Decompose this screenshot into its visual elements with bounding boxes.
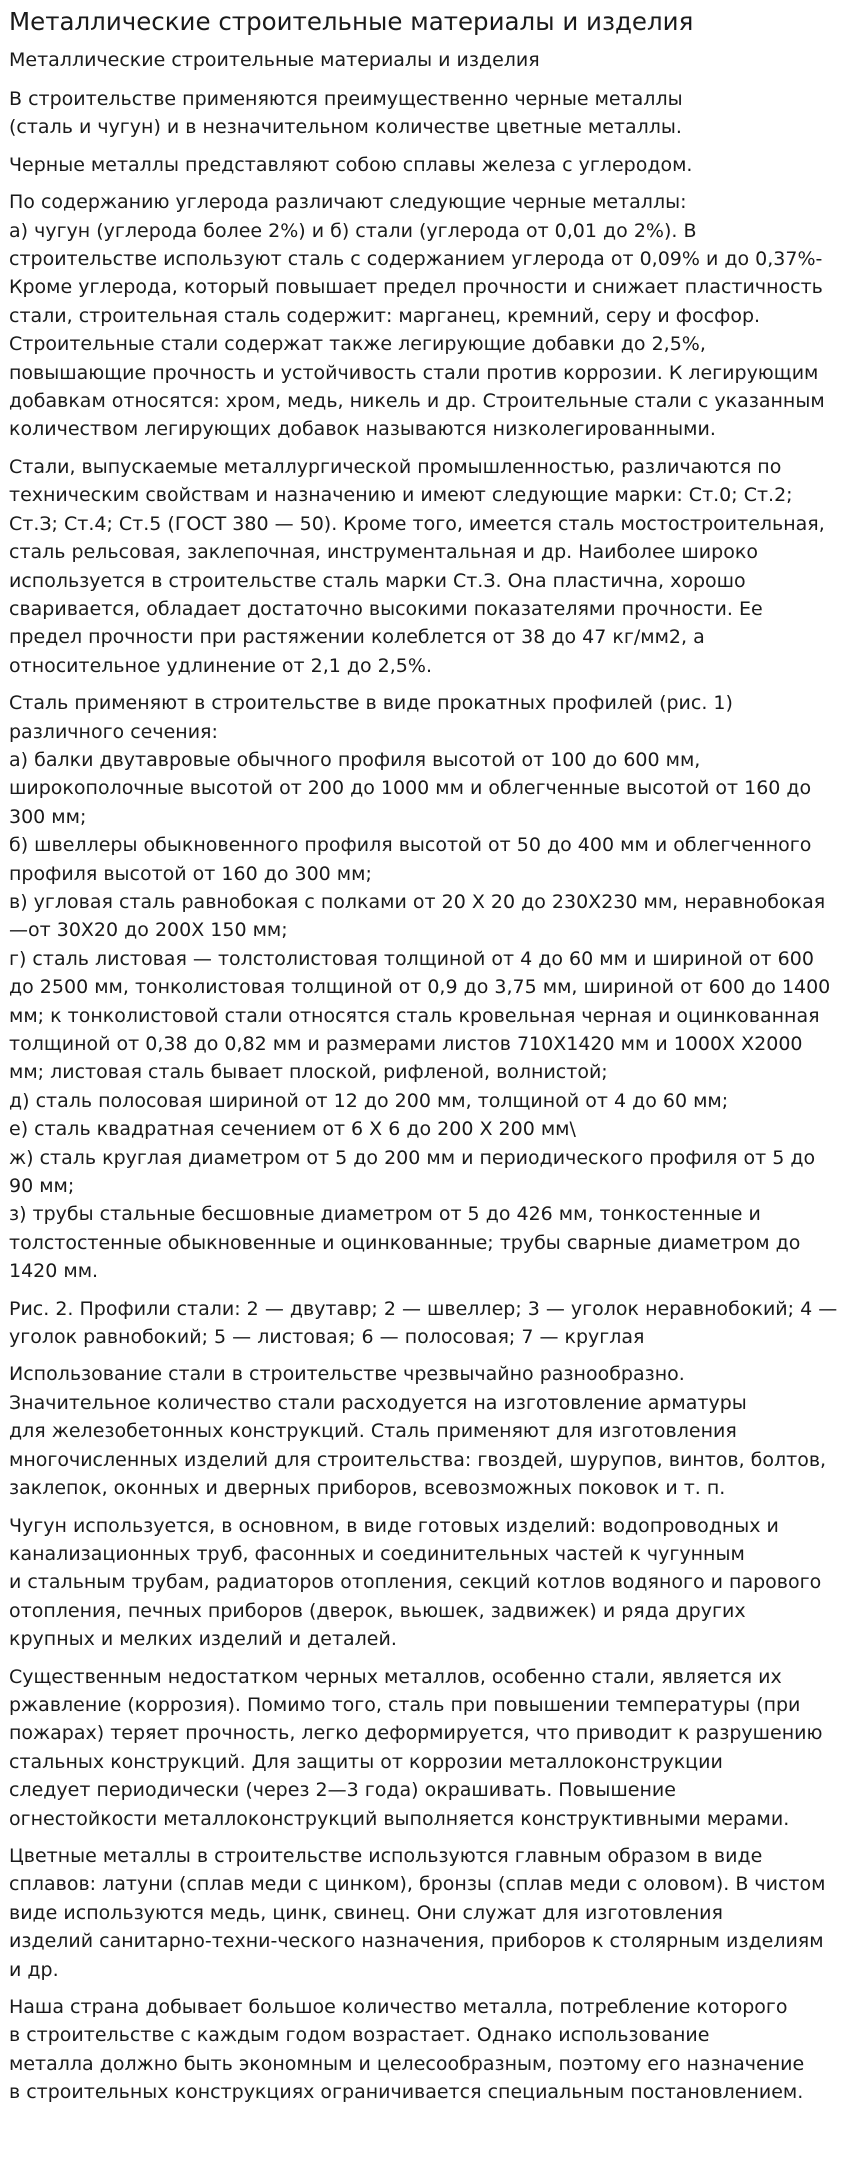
paragraph-conclusion: Наша страна добывает большое количество металла, потребление которого в строительстве с каждым годом возрастает. Однако использование металла должно быть экономным и целесообразным, поэтому его назначение в строительных конструкциях ограничивается специальным постановлением. — [9, 1996, 805, 2104]
figure-caption: Рис. 2. Профили стали: 2 — двутавр; 2 — швеллер; 3 — уголок неравнобокий; 4 — уголок равнобокий; 5 — листовая; 6 — полосовая; 7 — круглая — [9, 1297, 838, 1349]
paragraph-corrosion: Существенным недостатком черных металлов, особенно стали, является их ржавление (коррозия). Помимо того, сталь при повышении температуры (при пожарах) теряет прочность, легко деформируется, что приводит к разрушению стальных конструкций. Для защиты от коррозии металлоконструкции следует периодически (через 2—3 года) окрашивать. Повышение огнестойкости металлоконструкций выполняется конструктивными мерами. — [9, 1665, 823, 1830]
paragraph-steel-grades: Стали, выпускаемые металлургической промышленностью, различаются по техническим свойствам и назначению и имеют следующие марки: Ст.0; Ст.2; Ст.З; Ст.4; Ст.5 (ГОСТ 380 — 50). Кроме того, имеется сталь мостостроительная, сталь рельсовая, заклепочная, инструментальная и др. Наиболее широко используется в строительстве сталь марки Ст.З. Она пластична, хорошо сваривается, обладает достаточно высокими показателями прочности. Ее предел прочности при растяжении колеблется от 38 до 47 кг/мм2, а относительное удлинение от 2,1 до 2,5%. — [9, 455, 825, 677]
page-subtitle: Металлические строительные материалы и изделия — [9, 49, 540, 71]
paragraph-rolled-profiles: Сталь применяют в строительстве в виде прокатных профилей (рис. 1) различного сечения: а) балки двутавровые обычного профиля высотой от 100 до 600 мм, широкополочные высотой от 200 до 1000 мм и облегченные высотой от 160 до 300 мм; б) швеллеры обыкновенного профиля высотой от 50 до 400 мм и облегченного профиля высотой от 160 до 300 мм; в) угловая сталь равнобокая с полками от 20 X 20 до 230Х230 мм, неравнобокая —от 30Х20 до 200Х 150 мм; г) сталь листовая — толстолистовая толщиной от 4 до 60 мм и шириной от 600 до 2500 мм, тонколистовая толщиной от 0,9 до 3,75 мм, шириной от 600 до 1400 мм; к тонколистовой стали относятся сталь кровельная черная и оцинкованная толщиной от 0,38 до 0,82 мм и размерами листов 710Х1420 мм и 1000Х Х2000 мм; листовая сталь бывает плоской, рифленой, волнистой; д) сталь полосовая шириной от 12 до 200 мм, толщиной от 4 до 60 мм; е) сталь квадратная сечением от 6 X 6 до 200 X 200 мм\ ж) сталь круглая диаметром от 5 до 200 мм и периодического профиля от 5 до 90 мм; з) трубы стальные бесшовные диаметром от 5 до 426 мм, тонкостенные и толстостенные обыкновенные и оцинкованные; трубы сварные диаметром до 1420 мм. — [9, 692, 831, 1283]
paragraph-carbon-content: По содержанию углерода различают следующие черные металлы: а) чугун (углерода более 2%) и б) стали (углерода от 0,01 до 2%). В строительстве используют сталь с содержанием углерода от 0,09% и до 0,37%- Кроме углерода, который повышает предел прочности и снижает пластичность стали, строительная сталь содержит: марганец, кремний, серу и фосфор. Строительные стали содержат также легирующие добавки до 2,5%, повышающие прочность и устойчивость стали против коррозии. К легирующим добавкам относятся: хром, медь, никель и др. Строительные стали с указанным количеством легирующих добавок называются низколегированными. — [9, 191, 825, 441]
paragraph-cast-iron: Чугун используется, в основном, в виде готовых изделий: водопроводных и канализационных труб, фасонных и соединительных частей к чугунным и стальным трубам, радиаторов отопления, секций котлов водяного и парового отопления, печных приборов (дверок, вьюшек, задвижек) и ряда других крупных и мелких изделий и деталей. — [9, 1514, 822, 1651]
paragraph-ferrous-definition: Черные металлы представляют собою сплавы железа с углеродом. — [9, 153, 693, 176]
paragraph-steel-usage: Использование стали в строительстве чрезвычайно разнообразно. Значительное количество стали расходуется на изготовление арматуры для железобетонных конструкций. Сталь применяют для изготовления многочисленных изделий для строительства: гвоздей, шурупов, винтов, болтов, заклепок, оконных и дверных приборов, всевозможных поковок и т. п. — [9, 1363, 827, 1500]
paragraph-nonferrous: Цветные металлы в строительстве используются главным образом в виде сплавов: латуни (сплав меди с цинком), бронзы (сплав меди с оловом). В чистом виде используются медь, цинк, свинец. Они служат для изготовления изделий санитарно-техни-ческого назначения, приборов к столярным изделиям и др. — [9, 1844, 826, 1981]
page-title: Металлические строительные материалы и изделия — [9, 7, 694, 36]
paragraph-intro: В строительстве применяются преимущественно черные металлы (сталь и чугун) и в незначительном количестве цветные металлы. — [9, 88, 683, 139]
